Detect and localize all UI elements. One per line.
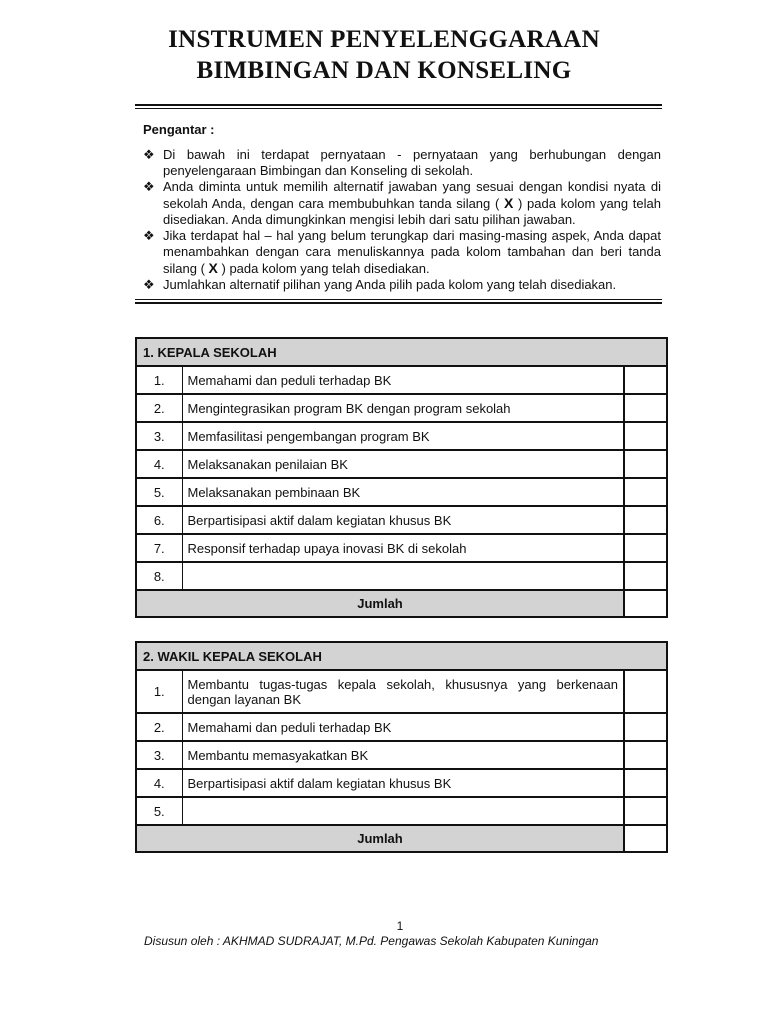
section-heading: 1. KEPALA SEKOLAH bbox=[136, 338, 667, 366]
total-row bbox=[136, 825, 667, 852]
row-number: 7. bbox=[136, 534, 182, 562]
diamond-bullet-icon: ❖ bbox=[143, 277, 155, 292]
table-row bbox=[136, 422, 667, 450]
row-number: 4. bbox=[136, 450, 182, 478]
table-row bbox=[136, 450, 667, 478]
document-title bbox=[0, 24, 768, 86]
answer-checkbox[interactable] bbox=[624, 394, 667, 422]
table-row bbox=[136, 562, 667, 590]
table-row bbox=[136, 769, 667, 797]
row-number: 1. bbox=[136, 366, 182, 394]
answer-checkbox[interactable] bbox=[624, 422, 667, 450]
row-number: 6. bbox=[136, 506, 182, 534]
row-statement: Melaksanakan pembinaan BK bbox=[182, 478, 624, 506]
answer-checkbox[interactable] bbox=[624, 478, 667, 506]
answer-checkbox[interactable] bbox=[624, 534, 667, 562]
total-field[interactable] bbox=[624, 590, 667, 617]
row-number: 5. bbox=[136, 478, 182, 506]
row-number: 5. bbox=[136, 797, 182, 825]
row-statement: Mengintegrasikan program BK dengan program sekolah bbox=[182, 394, 624, 422]
row-statement: Berpartisipasi aktif dalam kegiatan khusus BK bbox=[182, 506, 624, 534]
answer-checkbox[interactable] bbox=[624, 797, 667, 825]
title-line-1: INSTRUMEN PENYELENGGARAAN bbox=[168, 26, 600, 53]
row-statement: Membantu tugas-tugas kepala sekolah, khususnya yang berkenaan dengan layanan BK bbox=[182, 670, 624, 713]
row-number: 3. bbox=[136, 741, 182, 769]
title-line-2: BIMBINGAN DAN KONSELING bbox=[196, 57, 572, 84]
intro-item-text: Di bawah ini terdapat pernyataan - pernyataan yang berhubungan dengan penyelengaraan Bimbingan dan Konseling di sekolah. bbox=[163, 147, 661, 178]
table-row bbox=[136, 478, 667, 506]
intro-heading: Pengantar : bbox=[143, 122, 215, 137]
total-row bbox=[136, 590, 667, 617]
additional-statement-field[interactable] bbox=[182, 797, 624, 825]
row-statement: Memahami dan peduli terhadap BK bbox=[182, 713, 624, 741]
intro-list bbox=[143, 147, 661, 293]
row-number: 8. bbox=[136, 562, 182, 590]
section-table-wakil-kepala-sekolah bbox=[135, 641, 668, 853]
intro-item bbox=[143, 277, 661, 293]
answer-checkbox[interactable] bbox=[624, 506, 667, 534]
row-number: 2. bbox=[136, 713, 182, 741]
total-field[interactable] bbox=[624, 825, 667, 852]
answer-checkbox[interactable] bbox=[624, 562, 667, 590]
section-heading: 2. WAKIL KEPALA SEKOLAH bbox=[136, 642, 667, 670]
row-number: 2. bbox=[136, 394, 182, 422]
answer-checkbox[interactable] bbox=[624, 366, 667, 394]
diamond-bullet-icon: ❖ bbox=[143, 179, 155, 194]
intro-item-text: Anda diminta untuk memilih alternatif jawaban yang sesuai dengan kondisi nyata di sekolah Anda, dengan cara membubuhkan tanda silang ( X ) pada kolom yang telah disediakan. Anda dimungkinkan mengisi lebih dari satu pilihan jawaban. bbox=[163, 179, 661, 227]
diamond-bullet-icon: ❖ bbox=[143, 147, 155, 162]
row-number: 1. bbox=[136, 670, 182, 713]
additional-statement-field[interactable] bbox=[182, 562, 624, 590]
answer-checkbox[interactable] bbox=[624, 769, 667, 797]
intro-item bbox=[143, 147, 661, 179]
row-statement: Responsif terhadap upaya inovasi BK di sekolah bbox=[182, 534, 624, 562]
intro-divider-thick bbox=[135, 302, 662, 304]
table-row bbox=[136, 394, 667, 422]
intro-item-text: Jika terdapat hal – hal yang belum terungkap dari masing-masing aspek, Anda dapat menambahkan dengan cara menuliskannya pada kolom tambahan dan beri tanda silang ( X ) pada kolom yang telah disediakan. bbox=[163, 228, 661, 276]
intro-divider-thin bbox=[135, 299, 662, 300]
row-statement: Berpartisipasi aktif dalam kegiatan khusus BK bbox=[182, 769, 624, 797]
section-table-kepala-sekolah bbox=[135, 337, 668, 618]
page-number: 1 bbox=[396, 919, 404, 933]
cross-mark-symbol: X bbox=[503, 195, 514, 211]
row-statement: Membantu memasyakatkan BK bbox=[182, 741, 624, 769]
answer-checkbox[interactable] bbox=[624, 450, 667, 478]
row-number: 3. bbox=[136, 422, 182, 450]
cross-mark-symbol: X bbox=[208, 260, 218, 276]
table-row bbox=[136, 797, 667, 825]
table-row bbox=[136, 713, 667, 741]
table-row bbox=[136, 506, 667, 534]
intro-item bbox=[143, 228, 661, 277]
total-label: Jumlah bbox=[136, 590, 624, 617]
intro-section bbox=[143, 122, 661, 293]
table-row bbox=[136, 670, 667, 713]
title-divider-thin bbox=[135, 108, 662, 109]
row-statement: Melaksanakan penilaian BK bbox=[182, 450, 624, 478]
total-label: Jumlah bbox=[136, 825, 624, 852]
table-row bbox=[136, 741, 667, 769]
table-row bbox=[136, 534, 667, 562]
row-number: 4. bbox=[136, 769, 182, 797]
table-row bbox=[136, 366, 667, 394]
row-statement: Memahami dan peduli terhadap BK bbox=[182, 366, 624, 394]
intro-item bbox=[143, 179, 661, 228]
diamond-bullet-icon: ❖ bbox=[143, 228, 155, 243]
row-statement: Memfasilitasi pengembangan program BK bbox=[182, 422, 624, 450]
author-credit: Disusun oleh : AKHMAD SUDRAJAT, M.Pd. Pengawas Sekolah Kabupaten Kuningan bbox=[144, 934, 599, 948]
answer-checkbox[interactable] bbox=[624, 741, 667, 769]
answer-checkbox[interactable] bbox=[624, 670, 667, 713]
title-divider-thick bbox=[135, 104, 662, 106]
intro-item-text: Jumlahkan alternatif pilihan yang Anda pilih pada kolom yang telah disediakan. bbox=[163, 277, 617, 292]
answer-checkbox[interactable] bbox=[624, 713, 667, 741]
